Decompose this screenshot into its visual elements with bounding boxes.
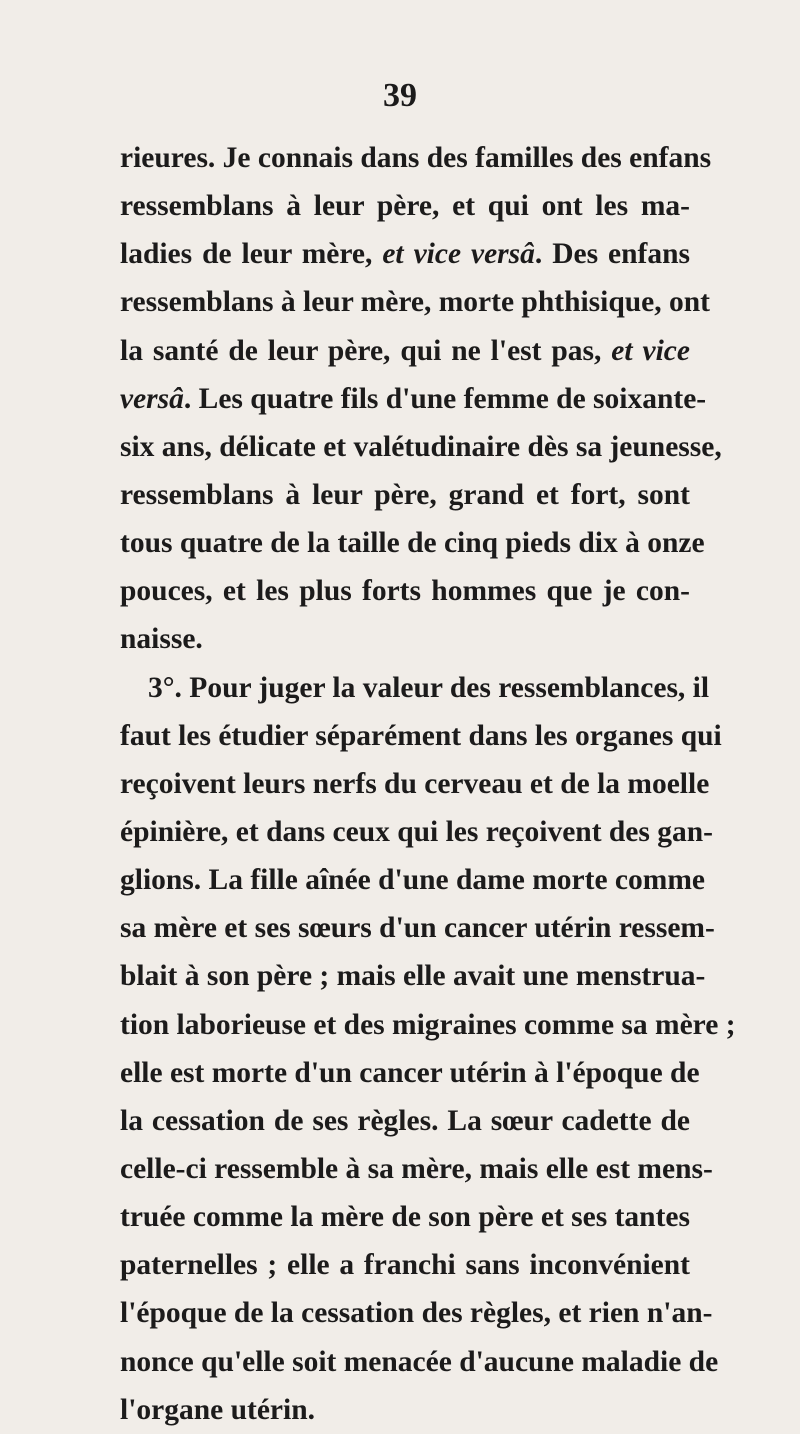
text-line bbox=[120, 1097, 690, 1145]
text-line bbox=[120, 1241, 690, 1289]
text-segment: blait à son père ; mais elle avait une menstrua- bbox=[120, 960, 706, 993]
text-line bbox=[120, 471, 690, 519]
text-line bbox=[120, 1001, 736, 1049]
text-line bbox=[120, 904, 715, 952]
text-segment: sa mère et ses sœurs d'un cancer utérin ressem- bbox=[120, 912, 715, 945]
text-segment: elle est morte d'un cancer utérin à l'époque de bbox=[120, 1056, 700, 1089]
text-line bbox=[120, 1338, 719, 1386]
text-line bbox=[120, 615, 690, 663]
text-line bbox=[120, 1145, 713, 1193]
text-line bbox=[120, 1289, 713, 1337]
text-line bbox=[120, 952, 706, 1000]
text-segment: l'organe utérin. bbox=[120, 1393, 316, 1426]
text-line bbox=[120, 1386, 690, 1434]
text-segment: ressemblans à leur mère, morte phthisique, ont bbox=[120, 286, 710, 319]
text-line bbox=[120, 423, 722, 471]
text-segment: nonce qu'elle soit menacée d'aucune maladie de bbox=[120, 1345, 719, 1378]
text-segment: 3°. Pour juger la valeur des ressemblances, il bbox=[148, 671, 710, 704]
text-line bbox=[120, 856, 706, 904]
italic-phrase: versâ bbox=[120, 382, 184, 415]
text-line bbox=[120, 278, 710, 326]
text-line bbox=[120, 664, 710, 712]
text-segment: ladies de leur mère, bbox=[120, 238, 383, 271]
text-segment: pouces, et les plus forts hommes que je con- bbox=[120, 575, 690, 608]
text-line bbox=[120, 808, 713, 856]
body-text bbox=[120, 134, 736, 1434]
text-line bbox=[120, 182, 690, 230]
text-segment: tous quatre de la taille de cinq pieds dix à onze bbox=[120, 527, 705, 560]
text-segment: naisse. bbox=[120, 623, 203, 656]
text-segment: . Des enfans bbox=[534, 238, 690, 271]
text-line bbox=[120, 712, 722, 760]
text-segment: celle-ci ressemble à sa mère, mais elle est mens- bbox=[120, 1152, 713, 1185]
text-segment: la cessation de ses règles. La sœur cadette de bbox=[120, 1104, 690, 1137]
text-line bbox=[120, 1193, 690, 1241]
text-segment: truée comme la mère de son père et ses tantes bbox=[120, 1201, 690, 1234]
text-segment: paternelles ; elle a franchi sans inconvénient bbox=[120, 1249, 690, 1282]
text-line bbox=[120, 567, 690, 615]
text-segment: faut les étudier séparément dans les organes qui bbox=[120, 719, 722, 752]
text-segment: la santé de leur père, qui ne l'est pas, bbox=[120, 334, 612, 367]
text-segment: ressemblans à leur père, grand et fort, sont bbox=[120, 478, 690, 511]
text-segment: reçoivent leurs nerfs du cerveau et de la moelle bbox=[120, 767, 710, 800]
text-segment: rieures. Je connais dans des familles des enfans bbox=[120, 142, 712, 174]
text-segment: six ans, délicate et valétudinaire dès sa jeunesse, bbox=[120, 430, 722, 463]
text-line bbox=[120, 375, 707, 423]
text-line bbox=[120, 519, 705, 567]
text-line bbox=[120, 230, 690, 278]
text-segment: tion laborieuse et des migraines comme sa mère ; bbox=[120, 1008, 736, 1041]
text-line bbox=[120, 134, 712, 182]
text-segment: . Les quatre fils d'une femme de soixante- bbox=[183, 382, 707, 415]
italic-phrase: et vice versâ bbox=[382, 238, 535, 271]
text-segment: l'époque de la cessation des règles, et rien n'an- bbox=[120, 1297, 713, 1330]
text-line bbox=[120, 760, 710, 808]
text-segment: glions. La fille aînée d'une dame morte comme bbox=[120, 864, 706, 897]
text-line bbox=[120, 1049, 700, 1097]
text-line bbox=[120, 327, 690, 375]
page-number: 39 bbox=[383, 77, 417, 114]
text-segment: épinière, et dans ceux qui les reçoivent des gan- bbox=[120, 815, 713, 848]
text-segment: ressemblans à leur père, et qui ont les ma- bbox=[120, 190, 690, 223]
italic-phrase: et vice bbox=[611, 334, 690, 367]
